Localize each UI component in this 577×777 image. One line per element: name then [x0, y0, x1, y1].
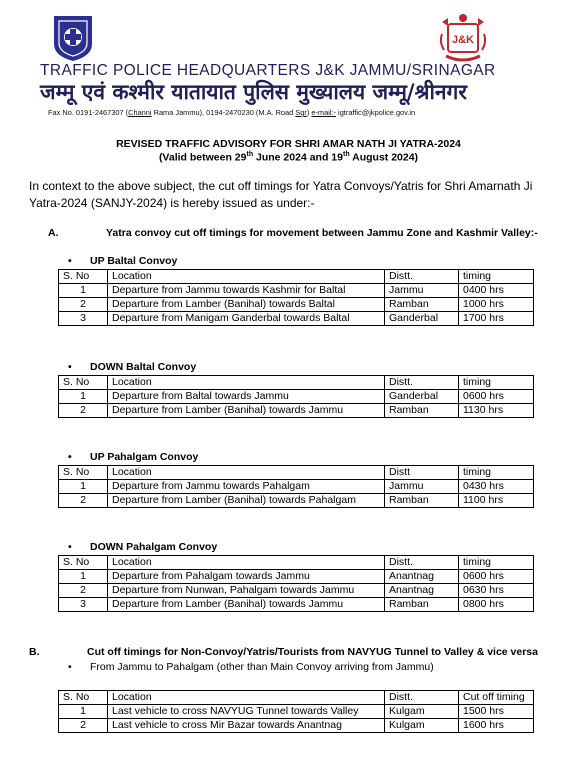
header-cell: Location	[108, 556, 385, 570]
table-row	[59, 705, 534, 719]
cell: 1	[59, 705, 108, 719]
cell: 1700 hrs	[459, 312, 534, 326]
cell: 0630 hrs	[459, 584, 534, 598]
bullet-icon: •	[68, 541, 72, 553]
cell: Jammu	[385, 480, 459, 494]
table-non-convoy	[58, 690, 534, 733]
header-cell: S. No	[59, 556, 108, 570]
table-row	[59, 494, 534, 508]
header-cell: timing	[459, 556, 534, 570]
email-address: igtraffic@jkpolice.gov.in	[336, 108, 416, 117]
table-header-row	[59, 270, 534, 284]
table-title: UP Baltal Convoy	[90, 255, 178, 267]
section-a-letter: A.	[48, 227, 59, 239]
cell: 2	[59, 494, 108, 508]
cell: Departure from Baltal towards Jammu	[108, 390, 385, 404]
header-cell: timing	[459, 466, 534, 480]
bullet-icon: •	[68, 361, 72, 373]
cell: 1500 hrs	[459, 705, 534, 719]
table-row	[59, 480, 534, 494]
cell: Kulgam	[385, 719, 459, 733]
header-cell: Cut off timing	[459, 691, 534, 705]
cell: Departure from Jammu towards Kashmir for Baltal	[108, 284, 385, 298]
bullet-jammu-pahalgam	[68, 661, 434, 673]
table-header-row	[59, 556, 534, 570]
cell: Departure from Lamber (Banihal) towards Baltal	[108, 298, 385, 312]
cell: Anantnag	[385, 570, 459, 584]
cell: Kulgam	[385, 705, 459, 719]
valid-b: June 2024 and 19	[253, 151, 343, 164]
table-row	[59, 312, 534, 326]
header-cell: Distt.	[385, 556, 459, 570]
emblem-text: J&K	[451, 34, 475, 46]
table-row	[59, 404, 534, 418]
fax-close: )	[306, 108, 312, 117]
table-header-row	[59, 376, 534, 390]
email-label: e-mail:-	[311, 108, 336, 117]
header-cell: Distt.	[385, 691, 459, 705]
cell: Ganderbal	[385, 390, 459, 404]
valid-sup2: th	[342, 151, 350, 158]
validity-line	[0, 151, 577, 164]
table-header-row	[59, 466, 534, 480]
cell: 3	[59, 312, 108, 326]
cell: Last vehicle to cross NAVYUG Tunnel towards Valley	[108, 705, 385, 719]
table-row	[59, 584, 534, 598]
fax-sgr: Sgr	[295, 108, 307, 117]
header-cell: Location	[108, 270, 385, 284]
valid-c: August 2024)	[349, 151, 419, 164]
cell: Ramban	[385, 298, 459, 312]
headquarters-title-hindi: जम्मू एवं कश्मीर यातायात पुलिस मुख्यालय जम्मू/श्रीनगर	[40, 80, 467, 104]
cell: 0800 hrs	[459, 598, 534, 612]
table-row	[59, 598, 534, 612]
table-title: DOWN Baltal Convoy	[90, 361, 197, 373]
valid-sup1: th	[246, 151, 254, 158]
table-down-pahalgam	[58, 555, 534, 612]
cell: Departure from Lamber (Banihal) towards Jammu	[108, 404, 385, 418]
cell: Departure from Lamber (Banihal) towards Pahalgam	[108, 494, 385, 508]
cell: 3	[59, 598, 108, 612]
cell: 0600 hrs	[459, 390, 534, 404]
cell: Departure from Pahalgam towards Jammu	[108, 570, 385, 584]
bullet-down-baltal	[68, 361, 196, 373]
bullet-up-pahalgam	[68, 451, 198, 463]
cell: Departure from Manigam Ganderbal towards Baltal	[108, 312, 385, 326]
table-row	[59, 284, 534, 298]
bullet-icon: •	[68, 661, 72, 673]
traffic-police-logo	[50, 14, 96, 62]
cell: Departure from Jammu towards Pahalgam	[108, 480, 385, 494]
fax-text-mid: Rama Jammu), 0194-2470230 (M.A. Road	[151, 108, 296, 117]
table-row	[59, 719, 534, 733]
cell: 1130 hrs	[459, 404, 534, 418]
section-a-text: Yatra convoy cut off timings for movement between Jammu Zone and Kashmir Valley:-	[106, 227, 538, 239]
cell: 0400 hrs	[459, 284, 534, 298]
section-b-letter: B.	[29, 646, 40, 658]
intro-paragraph: In context to the above subject, the cut off timings for Yatra Convoys/Yatris for Shri Amarnath Ji Yatra-2024 (SANJY-2024) is hereby issued as under:-	[29, 179, 533, 210]
cell: 1	[59, 390, 108, 404]
cell: 0600 hrs	[459, 570, 534, 584]
advisory-title: REVISED TRAFFIC ADVISORY FOR SHRI AMAR NATH JI YATRA-2024	[116, 138, 461, 150]
cell: Ramban	[385, 494, 459, 508]
cell: Anantnag	[385, 584, 459, 598]
header-cell: Location	[108, 466, 385, 480]
table-row	[59, 390, 534, 404]
bullet-down-pahalgam	[68, 541, 217, 553]
headquarters-title-english: TRAFFIC POLICE HEADQUARTERS J&K JAMMU/SRINAGAR	[40, 62, 496, 79]
cell: 1100 hrs	[459, 494, 534, 508]
section-b-text: Cut off timings for Non-Convoy/Yatris/Tourists from NAVYUG Tunnel to Valley & vice versa	[87, 646, 538, 658]
table-row	[59, 298, 534, 312]
cell: Ramban	[385, 404, 459, 418]
header-cell: Distt	[385, 466, 459, 480]
cell: 1	[59, 570, 108, 584]
header-cell: Location	[108, 691, 385, 705]
table-header-row	[59, 691, 534, 705]
header-cell: S. No	[59, 270, 108, 284]
cell: Departure from Nunwan, Pahalgam towards Jammu	[108, 584, 385, 598]
bullet-icon: •	[68, 451, 72, 463]
valid-a: (Valid between 29	[158, 151, 247, 164]
header-cell: S. No	[59, 691, 108, 705]
cell: 2	[59, 298, 108, 312]
cell: Departure from Lamber (Banihal) towards Jammu	[108, 598, 385, 612]
header-cell: timing	[459, 270, 534, 284]
header-cell: Location	[108, 376, 385, 390]
cell: Ganderbal	[385, 312, 459, 326]
header-cell: Distt.	[385, 270, 459, 284]
header-cell: Distt.	[385, 376, 459, 390]
cell: Jammu	[385, 284, 459, 298]
contact-line	[48, 108, 415, 117]
header-cell: S. No	[59, 376, 108, 390]
cell: 1600 hrs	[459, 719, 534, 733]
cell: 2	[59, 404, 108, 418]
fax-text: Fax No. 0191-2467307 (	[48, 108, 129, 117]
cell: 2	[59, 719, 108, 733]
cell: Last vehicle to cross Mir Bazar towards Anantnag	[108, 719, 385, 733]
table-up-pahalgam	[58, 465, 534, 508]
cell: 2	[59, 584, 108, 598]
bullet-icon: •	[68, 255, 72, 267]
cell: 1000 hrs	[459, 298, 534, 312]
jk-police-emblem	[436, 12, 490, 64]
table-up-baltal	[58, 269, 534, 326]
cell: Ramban	[385, 598, 459, 612]
bullet-up-baltal	[68, 255, 177, 267]
header-cell: S. No	[59, 466, 108, 480]
table-down-baltal	[58, 375, 534, 418]
table-row	[59, 570, 534, 584]
header-cell: timing	[459, 376, 534, 390]
cell: 1	[59, 284, 108, 298]
fax-channi: Channi	[128, 108, 152, 117]
cell: 0430 hrs	[459, 480, 534, 494]
table-title: UP Pahalgam Convoy	[90, 451, 199, 463]
table-title: DOWN Pahalgam Convoy	[90, 541, 218, 553]
bullet-text: From Jammu to Pahalgam (other than Main Convoy arriving from Jammu)	[90, 661, 434, 673]
cell: 1	[59, 480, 108, 494]
